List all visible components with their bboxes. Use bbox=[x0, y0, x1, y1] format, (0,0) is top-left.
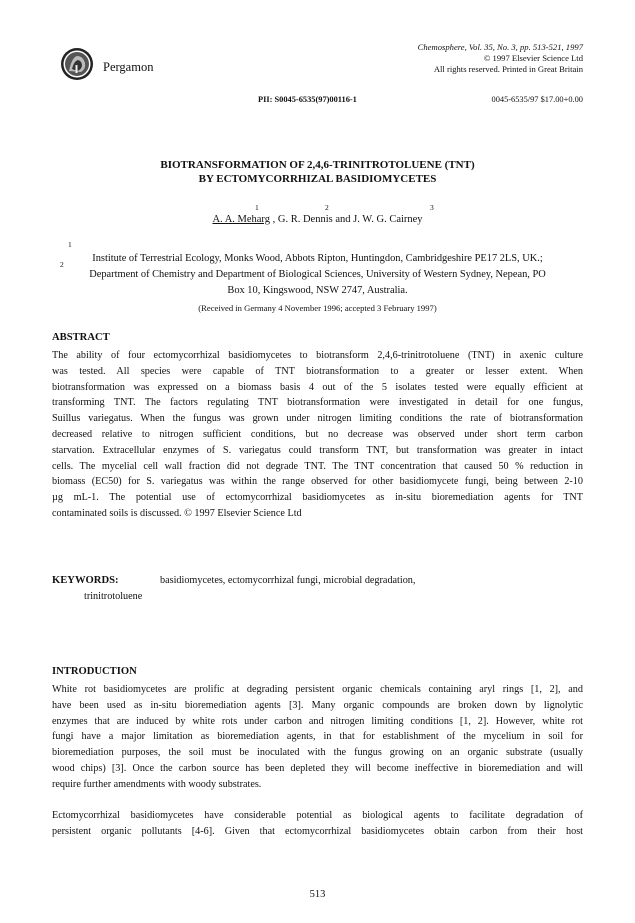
intro-line: require further amendments with woody substrates. bbox=[52, 778, 262, 790]
keywords-line-2: trinitrotoluene bbox=[84, 591, 143, 602]
author-2: G. R. Dennis bbox=[277, 214, 333, 225]
abstract-line: biomass (EC50) for S. variegatus was within the range observed for other basidiomycete fungi, being between 2-10 bbox=[52, 476, 583, 488]
pii-code: PII: S0045-6535(97)00116-1 bbox=[258, 95, 357, 104]
abstract-heading: ABSTRACT bbox=[52, 332, 110, 343]
intro-line: persistent organic pollutants [4-6]. Given that ectomycorrhizal basidiomycetes obtain carbon from their host bbox=[52, 825, 583, 837]
title-line-2: BY ECTOMYCORRHIZAL BASIDIOMYCETES bbox=[198, 173, 437, 185]
author-3: J. W. G. Cairney bbox=[353, 214, 423, 225]
journal-info bbox=[303, 42, 583, 75]
author1-superscript: 1 bbox=[255, 203, 259, 212]
abstract-line: transforming TNT. The factors regulating TNT biotransformation were investigated in detail for one fungus, bbox=[52, 397, 583, 409]
intro-line: bioremediation purposes, the soil must be inoculated with the fungus growing on an organic substrate (usually bbox=[52, 747, 583, 759]
affiliation-line-3: Box 10, Kingswood, NSW 2747, Australia. bbox=[227, 285, 408, 296]
rights-line: All rights reserved. Printed in Great Britain bbox=[433, 64, 583, 74]
author3-superscript: 3 bbox=[430, 203, 434, 212]
abstract-line: starvation. Extracellular enzymes of S. variegatus could transform TNT, but transformation was greater in intact bbox=[52, 444, 583, 456]
author-separator: , bbox=[270, 214, 278, 225]
keywords-line-1: basidiomycetes, ectomycorrhizal fungi, microbial degradation, bbox=[160, 575, 416, 586]
affiliation-2-number: 2 bbox=[60, 260, 64, 269]
issn-price: 0045-6535/97 $17.00+0.00 bbox=[491, 95, 583, 104]
abstract-line: decreased relative to nitrogen sufficient conditions, but no decrease was observed under short term carbon bbox=[52, 428, 583, 440]
introduction-paragraph-1 bbox=[52, 682, 583, 793]
title-line-1: BIOTRANSFORMATION OF 2,4,6-TRINITROTOLUENE (TNT) bbox=[160, 159, 475, 171]
intro-line: Ectomycorrhizal basidiomycetes have considerable potential as biological agents to facilitate degradation of bbox=[52, 810, 583, 821]
author-separator: and bbox=[332, 214, 354, 225]
author-list bbox=[0, 214, 635, 225]
introduction-heading: INTRODUCTION bbox=[52, 666, 137, 677]
keywords-label: KEYWORDS: bbox=[52, 575, 119, 586]
affiliation-1-number: 1 bbox=[68, 240, 72, 249]
abstract-line: The ability of four ectomycorrhizal basidiomycetes to biotransform 2,4,6-trinitrotoluene (TNT) in axenic culture bbox=[52, 350, 583, 361]
paper-title bbox=[0, 158, 635, 186]
received-dates: (Received in Germany 4 November 1996; accepted 3 February 1997) bbox=[198, 303, 437, 313]
introduction-paragraph-2 bbox=[52, 808, 583, 840]
author-1: A. A. Meharg bbox=[212, 214, 270, 225]
elsevier-tree-logo-icon bbox=[60, 47, 94, 81]
publisher-name: Pergamon bbox=[103, 60, 154, 74]
page-number: 513 bbox=[309, 889, 326, 900]
abstract-line: cells. The mycelial cell wall fraction did not degrade TNT. The TNT concentration that caused 50 % reduction in bbox=[52, 460, 583, 472]
affiliation-line-1: Institute of Terrestrial Ecology, Monks Wood, Abbots Ripton, Huntingdon, Cambridgeshire PE17 2LS, UK.; bbox=[92, 253, 543, 264]
abstract-line: was tested. All species were capable of TNT biotransformation to a greater or lesser extent. When bbox=[52, 365, 583, 377]
journal-citation: Chemosphere, Vol. 35, No. 3, pp. 513-521, 1997 bbox=[417, 42, 583, 52]
intro-line: fungi have a major limitation as bioremediation agents, in that for establishment of the mycelium in soil for bbox=[52, 731, 583, 743]
intro-line: have been used as in-situ bioremediation agents [3]. Many organic compounds are broken down by lignolytic bbox=[52, 699, 583, 711]
affiliations bbox=[52, 251, 583, 299]
intro-line: wood chips) [3]. Once the carbon source has been depleted they will become ineffective in bioremediation and will bbox=[52, 762, 583, 774]
affiliation-line-2: Department of Chemistry and Department of Biological Sciences, University of Western Sydney, Nepean, PO bbox=[89, 269, 546, 280]
abstract-line: Suillus variegatus. When the fungus was grown under nitrogen limiting conditions the rate of biotransformation bbox=[52, 413, 583, 425]
copyright-line: © 1997 Elsevier Science Ltd bbox=[483, 53, 583, 63]
intro-line: enzymes that are induced by white rots under carbon and nitrogen limiting conditions [1, 2]. However, white rot bbox=[52, 715, 583, 727]
intro-line: White rot basidiomycetes are prolific at degrading persistent organic chemicals containing aryl rings [1, 2], and bbox=[52, 684, 583, 695]
abstract-line: contaminated soils is discussed. © 1997 Elsevier Science Ltd bbox=[52, 507, 302, 519]
abstract-body bbox=[52, 348, 583, 522]
abstract-line: biotransformation was expressed on a biomass basis 4 out of the 5 isolates tested were equally efficient at bbox=[52, 381, 583, 393]
author2-superscript: 2 bbox=[325, 203, 329, 212]
abstract-line: µg mL-1. The potential use of ectomycorrhizal basidiomycetes as in-situ bioremediation agents for TNT bbox=[52, 492, 583, 504]
